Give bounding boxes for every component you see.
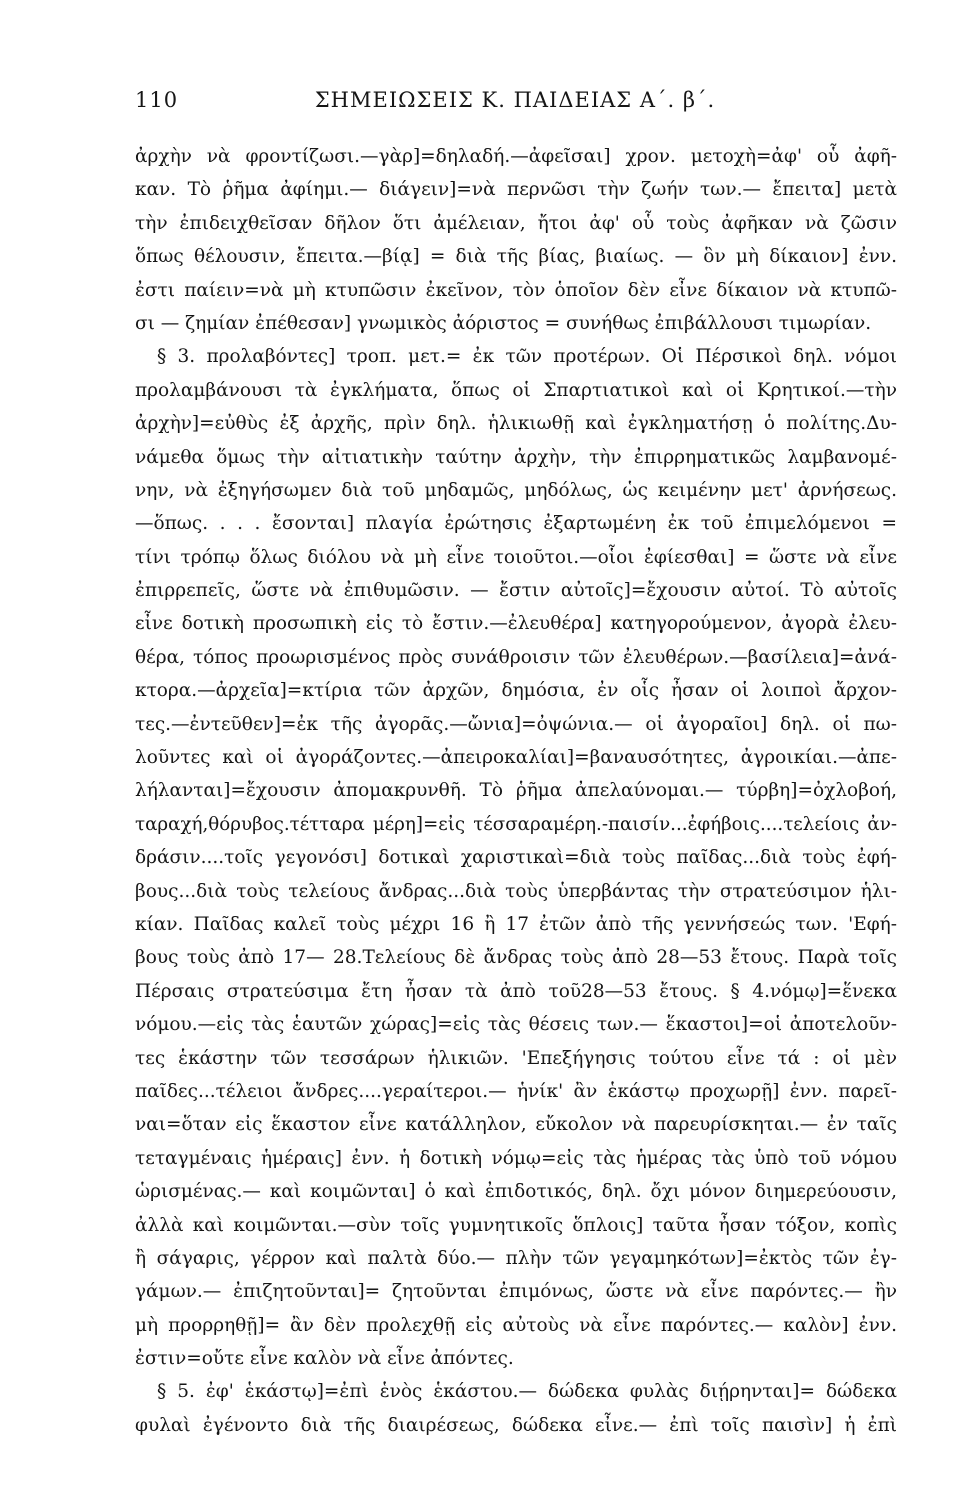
text-line: νάμεθα ὅμως τὴν αἰτιατικὴν ταύτην ἀρχὴν, τὴν ἐπιρρηματικῶς λαμβανομέ-	[135, 446, 897, 468]
text-line: βους...διὰ τοὺς τελείους ἄνδρας...διὰ τοὺς ὑπερβάντας τὴν στρατεύσιμον ἡλι-	[135, 880, 897, 902]
text-line: σι — ζημίαν ἐπέθεσαν] γνωμικὸς ἀόριστος = συνήθως ἐπιβάλλουσι τιμωρίαν.	[135, 312, 872, 334]
text-line: προλαμβάνουσι τὰ ἐγκλήματα, ὅπως οἱ Σπαρτιατικοὶ καὶ οἱ Κρητικοί.—τὴν	[135, 379, 897, 401]
text-line: κίαν. Παῖδας καλεῖ τοὺς μέχρι 16 ἢ 17 ἐτῶν ἀπὸ τῆς γεννήσεώς των. 'Εφή-	[135, 913, 897, 935]
text-line: κτορα.—ἀρχεῖα]=κτίρια τῶν ἀρχῶν, δημόσια, ἐν οἷς ἦσαν οἱ λοιποὶ ἄρχον-	[135, 680, 897, 702]
text-line: τες.—ἐντεῦθεν]=ἐκ τῆς ἀγορᾶς.—ὤνια]=ὀψώνια.— οἱ ἀγοραῖοι] δηλ. οἱ πω-	[135, 713, 897, 735]
text-line: ἐστι παίειν=νὰ μὴ κτυπῶσιν ἐκεῖνον, τὸν ὁποῖον δὲν εἶνε δίκαιον νὰ κτυπῶ-	[135, 279, 897, 301]
text-line: ἐπιρρεπεῖς, ὥστε νὰ ἐπιθυμῶσιν. — ἔστιν αὐτοῖς]=ἔχουσιν αὐτοί. Τὸ αὐτοῖς	[135, 580, 897, 602]
text-line: δράσιν....τοῖς γεγονόσι] δοτικαὶ χαριστικαὶ=διὰ τοὺς παῖδας...διὰ τοὺς ἐφή-	[135, 847, 897, 869]
text-line: μὴ προρρηθῇ]= ἂν δὲν προλεχθῇ εἰς αὐτοὺς νὰ εἶνε παρόντες.— καλὸν] ἐνν.	[135, 1314, 897, 1336]
text-line: ἐστιν=οὔτε εἶνε καλὸν νὰ εἶνε ἀπόντες.	[135, 1348, 514, 1370]
text-line: νόμου.—εἰς τὰς ἑαυτῶν χώρας]=εἰς τὰς θέσεις των.— ἕκαστοι]=οἱ ἀποτελοῦν-	[135, 1014, 897, 1036]
text-line: θέρα, τόπος προωρισμένος πρὸς συνάθροισιν τῶν ἐλευθέρων.—βασίλεια]=ἀνά-	[135, 646, 897, 668]
text-line: λήλανται]=ἔχουσιν ἀπομακρυνθῆ. Τὸ ῥῆμα ἀπελαύνομαι.— τύρβη]=ὀχλοβοή,	[135, 780, 897, 802]
text-line: καν. Τὸ ῥῆμα ἀφίημι.— διάγειν]=νὰ περνῶσι τὴν ζωήν των.— ἔπειτα] μετὰ	[135, 179, 897, 201]
text-line: Πέρσαις στρατεύσιμα ἔτη ἦσαν τὰ ἀπὸ τοῦ28—53 ἔτους. § 4.νόμῳ]=ἕνεκα	[135, 980, 897, 1002]
commentary-text	[135, 140, 897, 1442]
text-line: ὡρισμένας.— καὶ κοιμῶνται] ὁ καὶ ἐπιδοτικός, δηλ. ὄχι μόνον διημερεύουσιν,	[135, 1181, 897, 1203]
text-line: ταραχή,θόρυβος.τέτταρα μέρη]=εἰς τέσσαραμέρη.-παισίν...ἐφήβοις....τελείοις ἀν-	[135, 813, 897, 835]
text-line: ἀρχὴν]=εὐθὺς ἐξ ἀρχῆς, πρὶν δηλ. ἡλικιωθῇ καὶ ἐγκληματήσῃ ὁ πολίτης.Δυ-	[135, 413, 897, 435]
page-header	[135, 88, 895, 118]
text-line: γάμων.— ἐπιζητοῦνται]= ζητοῦνται ἐπιμόνως, ὥστε νὰ εἶνε παρόντες.— ἢν	[135, 1281, 897, 1303]
text-line: λοῦντες καὶ οἱ ἀγοράζοντες.—ἀπειροκαλίαι]=βαναυσότητες, ἀγροικίαι.—ἀπε-	[135, 747, 897, 769]
page-number: 110	[135, 88, 179, 112]
section-start-line: § 3. προλαβόντες] τροπ. μετ.= ἐκ τῶν προτέρων. Οἱ Πέρσικοὶ δηλ. νόμοι	[157, 346, 897, 368]
text-line: τίνι τρόπῳ ὅλως διόλου νὰ μὴ εἶνε τοιοῦτοι.—οἷοι ἐφίεσθαι] = ὥστε νὰ εἶνε	[135, 546, 897, 568]
text-line: ναι=ὅταν εἰς ἕκαστον εἶνε κατάλληλον, εὔκολον νὰ παρευρίσκηται.— ἐν ταῖς	[135, 1114, 897, 1136]
text-line: ἀρχὴν νὰ φροντίζωσι.—γὰρ]=δηλαδή.—ἀφεῖσαι] χρον. μετοχὴ=ἀφ' οὗ ἀφῆ-	[135, 146, 897, 167]
text-line: βους τοὺς ἀπὸ 17— 28.Τελείους δὲ ἄνδρας τοὺς ἀπὸ 28—53 ἔτους. Παρὰ τοῖς	[135, 947, 897, 969]
section-start-line: § 5. ἐφ' ἑκάστῳ]=ἐπὶ ἑνὸς ἑκάστου.— δώδεκα φυλὰς διῄρηνται]= δώδεκα	[157, 1381, 897, 1403]
text-line: ἢ σάγαρις, γέρρον καὶ παλτὰ δύο.— πλὴν τῶν γεγαμηκότων]=ἐκτὸς τῶν ἐγ-	[135, 1247, 897, 1269]
text-line: εἶνε δοτικὴ προσωπικὴ εἰς τὸ ἔστιν.—ἐλευθέρα] κατηγορούμενον, ἀγορὰ ἐλευ-	[135, 613, 897, 635]
text-line: ὅπως θέλουσιν, ἔπειτα.—βίᾳ] = διὰ τῆς βίας, βιαίως. — ὃν μὴ δίκαιον] ἐνν.	[135, 246, 897, 268]
text-line: παῖδες...τέλειοι ἄνδρες....γεραίτεροι.— ἡνίκ' ἂν ἑκάστῳ προχωρῇ] ἐνν. παρεῖ-	[135, 1080, 897, 1102]
text-line: τὴν ἐπιδειχθεῖσαν δῆλον ὅτι ἀμέλειαν, ἤτοι ἀφ' οὗ τοὺς ἀφῆκαν νὰ ζῶσιν	[135, 212, 897, 234]
text-line: —ὅπως. . . . ἔσονται] πλαγία ἐρώτησις ἐξαρτωμένη ἐκ τοῦ ἐπιμελόμενοι =	[135, 513, 897, 535]
text-line: νην, νὰ ἐξηγήσωμεν διὰ τοῦ μηδαμῶς, μηδόλως, ὡς κειμένην μετ' ἀρνήσεως.	[135, 479, 897, 501]
text-line: τεταγμέναις ἡμέραις] ἐνν. ἡ δοτικὴ νόμῳ=εἰς τὰς ἡμέρας τὰς ὑπὸ τοῦ νόμου	[135, 1147, 897, 1169]
text-line: τες ἑκάστην τῶν τεσσάρων ἡλικιῶν. 'Επεξήγησις τούτου εἶνε τά : οἱ μὲν	[135, 1047, 897, 1069]
text-line: ἀλλὰ καὶ κοιμῶνται.—σὺν τοῖς γυμνητικοῖς ὅπλοις] ταῦτα ἦσαν τόξον, κοπὶς	[135, 1214, 897, 1236]
text-line: φυλαὶ ἐγένοντο διὰ τῆς διαιρέσεως, δώδεκα εἶνε.— ἐπὶ τοῖς παισὶν] ἡ ἐπὶ	[135, 1414, 897, 1436]
running-head: ΣΗΜΕΙΩΣΕΙΣ Κ. ΠΑΙΔΕΙΑΣ Α΄. β΄.	[314, 88, 716, 112]
